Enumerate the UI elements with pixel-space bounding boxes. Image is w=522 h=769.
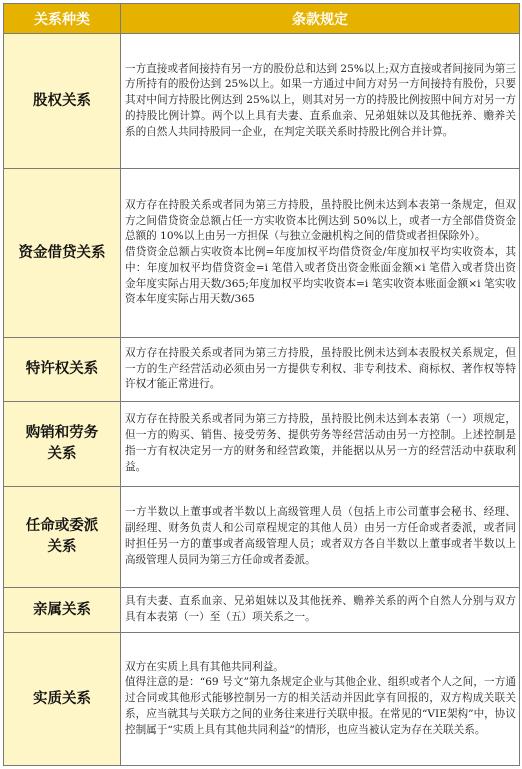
clause-text: 一方半数以上董事或者半数以上高级管理人员（包括上市公司董事会秘书、经理、副经理、财务负责人和公司章程规定的其他人员）由另一方任命或者委派，或者同时担任另一方的董事或者高级管理人员；或者双方各自半数以上董事或者半数以上高级管理人员同为第三方任命或者委派。 (125, 506, 516, 566)
clause-cell (121, 487, 520, 588)
relation-type-label-line-1: 购销和劳务 (25, 425, 99, 441)
table-header-row (4, 4, 520, 34)
relation-type-cell (4, 633, 121, 766)
relation-type-label-line-2: 关系 (47, 539, 77, 555)
clause-text-formula: 借贷资金总额占实收资本比例=年度加权平均借贷资金/年度加权平均实收资本，其中：年度加权平均借贷资金=i 笔借入或者贷出资金账面金额×i 笔借入或者贷出资金年度实际占用天数/365;年度加权平均实收资本=i 笔实收资本账面金额×i 笔实收资本年度实际占用天数/365 (125, 246, 516, 306)
table-row (4, 169, 520, 338)
table-row (4, 633, 520, 766)
clause-text: 双方存在持股关系或者同为第三方持股，虽持股比例未达到本表第一条规定，但双方之间借贷资金总额占任一方实收资本比例达到 50%以上，或者一方全部借贷资金总额的 10%以上由另一方担保（与独立金融机构之间的借贷或者担保除外）。 (125, 198, 516, 243)
clause-text-note: 值得注意的是：“69 号文”第九条规定企业与其他企业、组织或者个人之间，一方通过合同或其他形式能够控制另一方的相关活动并因此享有回报的，双方构成关联关系，应当就其与关联方之间的业务往来进行关联申报。在常见的“VIE架构”中，协议控制属于“实质上具有其他共同利益”的情形，也应当被认定为存在关联关系。 (125, 676, 516, 736)
relation-type-cell (4, 34, 121, 169)
relation-type-cell (4, 169, 121, 338)
relation-type-label: 股权关系 (33, 92, 91, 109)
table-row (4, 402, 520, 487)
table-row (4, 338, 520, 402)
relation-type-label-line-1: 任命或委派 (25, 518, 99, 534)
clause-cell (121, 34, 520, 169)
relation-type-cell (4, 338, 121, 402)
clause-text: 一方直接或者间接持有另一方的股份总和达到 25%以上;双方直接或者间接同为第三方所持有的股份达到 25%以上。如果一方通过中间方对另一方间接持有股份，只要其对中间方持股比例达到 25%以上，则其对另一方的持股比例按照中间方对另一方的持股比例计算。两个以上具有夫妻、直系血亲、兄弟姐妹以及其他抚养、赡养关系的自然人共同持股同一企业，在判定关联关系时持股比例合并计算。 (125, 62, 516, 138)
clause-text: 具有夫妻、直系血亲、兄弟姐妹以及其他抚养、赡养关系的两个自然人分别与双方具有本表第（一）至（五）项关系之一。 (125, 595, 516, 623)
clause-cell (121, 402, 520, 487)
header-clause-rule: 条款规定 (121, 4, 520, 34)
relation-type-label: 资金借贷关系 (18, 244, 106, 261)
clause-cell (121, 588, 520, 633)
relation-type-cell (4, 487, 121, 588)
clause-cell (121, 633, 520, 766)
table-row (4, 34, 520, 169)
relation-type-label: 亲属关系 (33, 601, 91, 618)
clause-cell (121, 338, 520, 402)
relation-type-cell (4, 402, 121, 487)
clause-text: 双方在实质上具有其他共同利益。 (125, 660, 284, 673)
table-row (4, 487, 520, 588)
clause-cell (121, 169, 520, 338)
relation-type-cell (4, 588, 121, 633)
clause-text: 双方存在持股关系或者同为第三方持股，虽持股比例未达到本表第（一）项规定，但一方的购买、销售、接受劳务、提供劳务等经营活动由另一方控制。上述控制是指一方有权决定另一方的财务和经营政策，并能据以从另一方的经营活动中获取利益。 (125, 413, 516, 473)
relation-type-label-line-2: 关系 (47, 446, 77, 462)
table-row (4, 588, 520, 633)
related-party-table (3, 3, 520, 766)
header-relation-type: 关系种类 (4, 4, 121, 34)
relation-type-label: 实质关系 (33, 690, 91, 707)
relation-type-label: 特许权关系 (25, 361, 99, 377)
clause-text: 双方存在持股关系或者同为第三方持股，虽持股比例未达到本表股权关系规定，但一方的生产经营活动必须由另一方提供专利权、非专利技术、商标权、著作权等特许权才能正常进行。 (125, 346, 516, 391)
